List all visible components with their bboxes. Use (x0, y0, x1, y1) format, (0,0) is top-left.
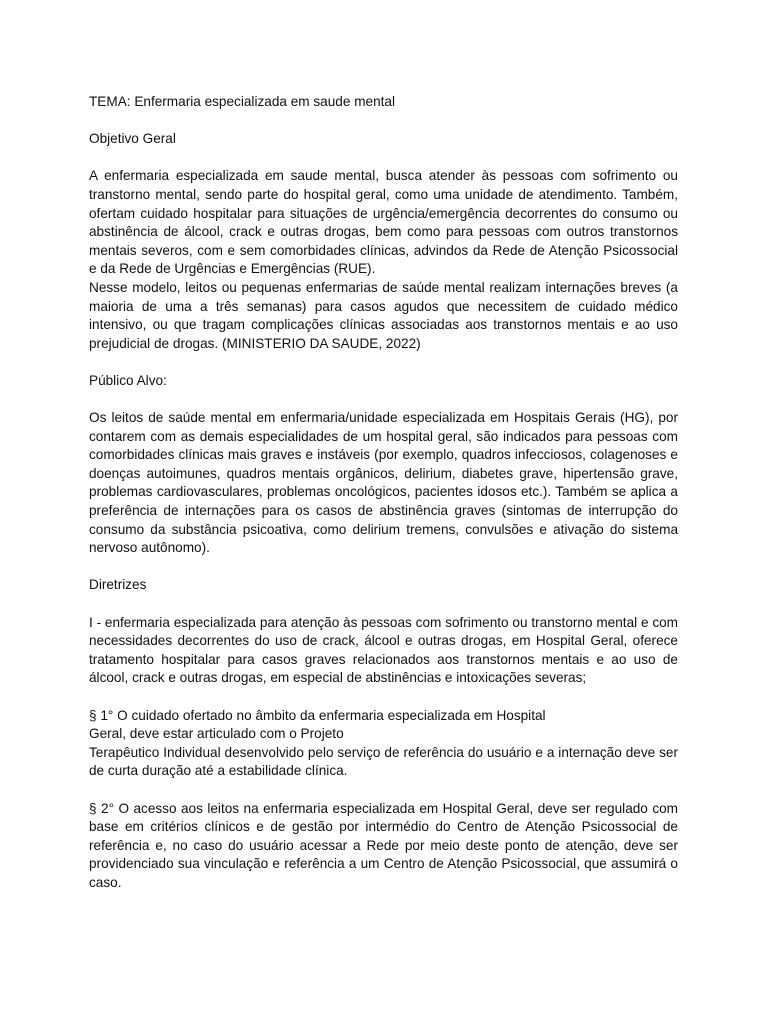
publico-heading: Público Alvo: (89, 372, 167, 388)
publico-paragraph: Os leitos de saúde mental em enfermaria/unidade especializada em Hospitais Gerais (HG), por contarem com as demais especialidades de um hospital geral, são indicados para pessoas com comorbidades clínicas mais graves e instáveis (por exemplo, quadros infecciosos, colagenoses e doenças autoimunes, quadros mentais orgânicos, delirium, diabetes grave, hipertensão grave, problemas cardiovasculares, problemas oncológicos, pacientes idosos etc.). Também se aplica a preferência de internações para os casos de abstinência graves (sintomas de interrupção do consumo da substância psicoativa, como delirium tremens, convulsões e ativação do sistema nervoso autônomo). (89, 410, 678, 556)
paragrafo-1-line-2: Geral, deve estar articulado com o Projeto (89, 726, 344, 742)
diretriz-1-paragraph: I - enfermaria especializada para atenção às pessoas com sofrimento ou transtorno mental e com necessidades decorrentes do uso de crack, álcool e outras drogas, em Hospital Geral, oferece tratamento hospitalar para casos graves relacionados aos transtornos mentais e ao uso de álcool, crack e outras drogas, em especial de abstinências e intoxicações severas; (89, 614, 678, 686)
paragrafo-1-line-3: Terapêutico Individual desenvolvido pelo serviço de referência do usuário e a internação deve ser de curta duração até a estabilidade clínica. (89, 744, 678, 779)
objetivo-paragraph-2: Nesse modelo, leitos ou pequenas enfermarias de saúde mental realizam internações breves (a maioria de uma a três semanas) para casos agudos que necessitem de cuidado médico intensivo, ou que tragam complicações clínicas associadas aos transtornos mentais e ao uso prejudicial de drogas. (MINISTERIO DA SAUDE, 2022) (89, 279, 678, 351)
objetivo-heading: Objetivo Geral (89, 131, 176, 147)
objetivo-section (89, 167, 678, 353)
paragrafo-1-line-1: § 1° O cuidado ofertado no âmbito da enfermaria especializada em Hospital (89, 707, 546, 723)
document-title: TEMA: Enfermaria especializada em saude mental (89, 94, 395, 109)
diretrizes-heading: Diretrizes (89, 577, 147, 593)
paragrafo-1-section (89, 707, 678, 781)
objetivo-paragraph-1: A enfermaria especializada em saude mental, busca atender às pessoas com sofrimento ou transtorno mental, sendo parte do hospital geral, como uma unidade de atendimento. Também, ofertam cuidado hospitalar para situações de urgência/emergência decorrentes do consumo ou abstinência de álcool, crack e outras drogas, bem como para pessoas com outros transtornos mentais severos, com e sem comorbidades clínicas, advindos da Rede de Atenção Psicossocial e da Rede de Urgências e Emergências (RUE). (89, 168, 678, 277)
document-page (89, 93, 678, 911)
paragrafo-2-paragraph: § 2° O acesso aos leitos na enfermaria especializada em Hospital Geral, deve ser regulado com base em critérios clínicos e de gestão por intermédio do Centro de Atenção Psicossocial de referência e, no caso do usuário acessar a Rede por meio deste ponto de atenção, deve ser providenciado sua vinculação e referência a um Centro de Atenção Psicossocial, que assumirá o caso. (89, 800, 678, 890)
